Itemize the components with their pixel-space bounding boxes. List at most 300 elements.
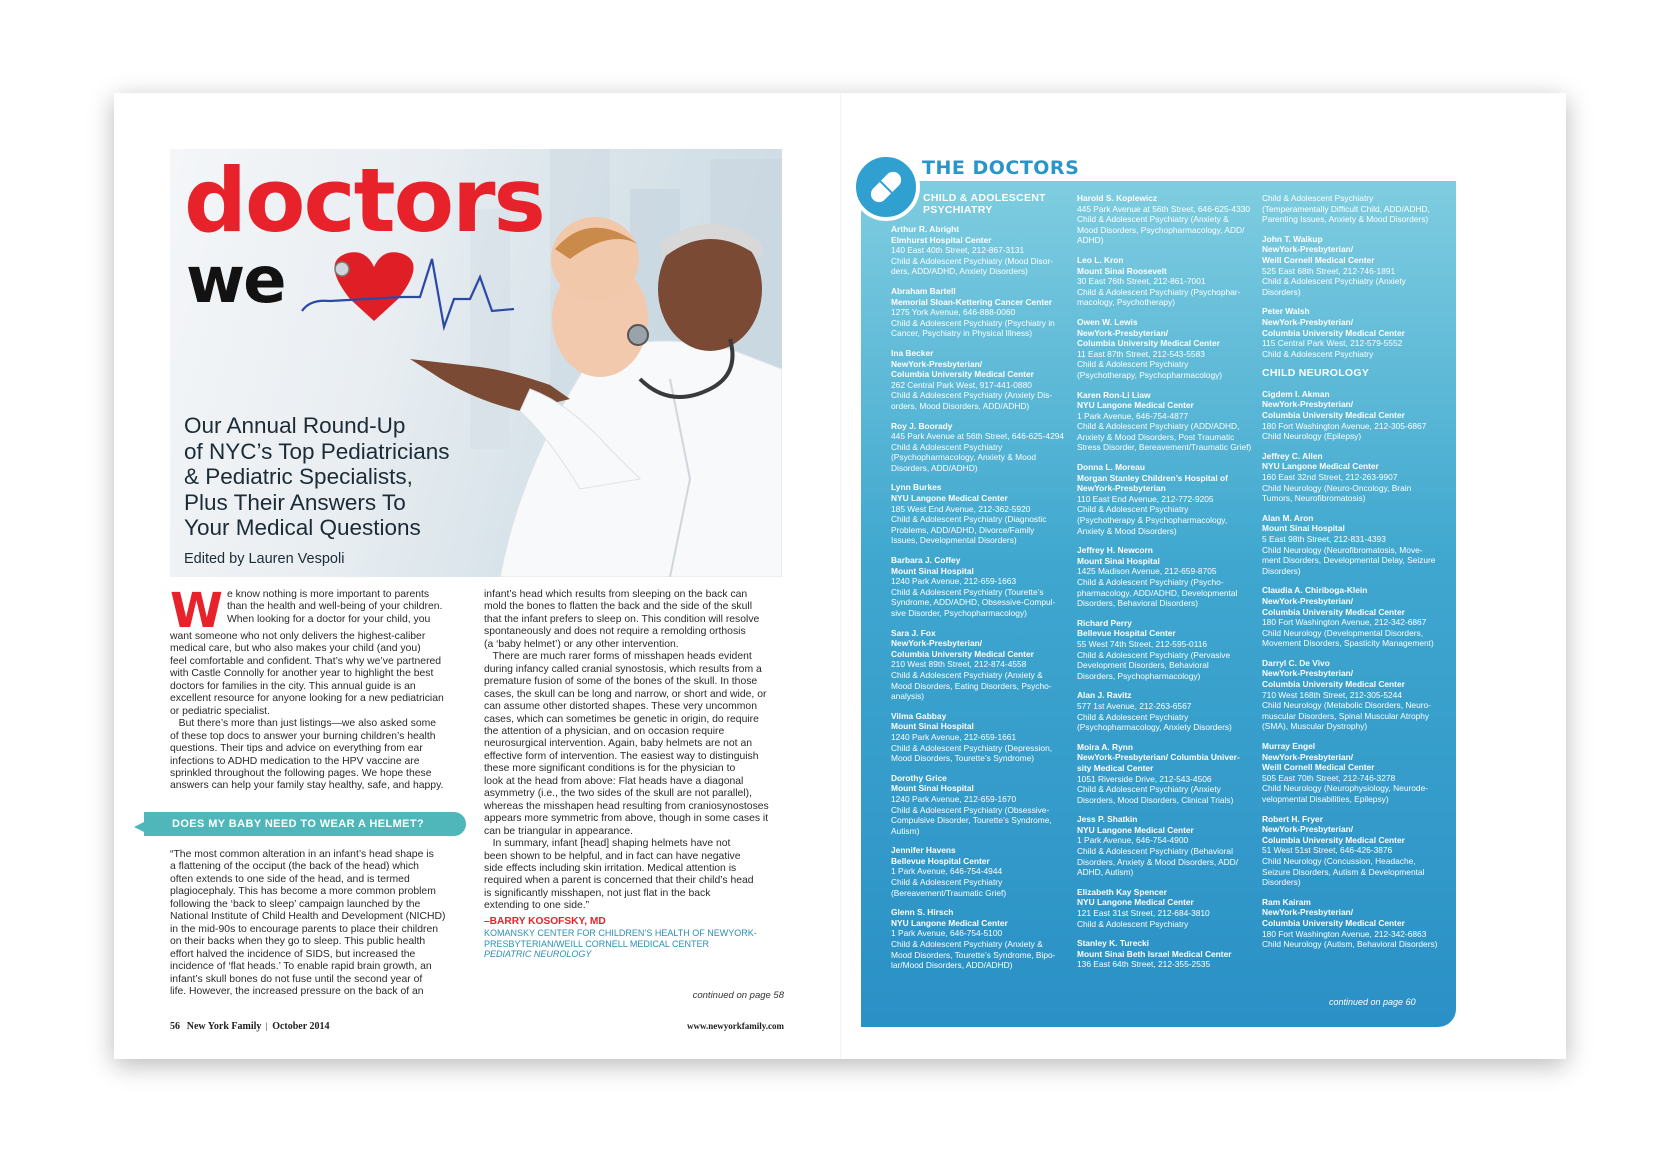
hero-subtitle	[184, 413, 494, 541]
doctor-entry	[1262, 513, 1462, 577]
doctor-detail: lar/Mood Disorders, ADD/ADHD)	[891, 960, 1013, 971]
doctor-detail: 51 West 51st Street, 646-426-3876	[1262, 845, 1393, 856]
intro-line: When looking for a doctor for your child, you	[226, 613, 431, 625]
doctor-hospital: NYU Langone Medical Center	[1077, 400, 1194, 411]
doctor-entry	[1262, 658, 1462, 732]
doctor-name: Jeffrey C. Allen	[1262, 450, 1323, 461]
doctor-detail: Child Neurology (Epilepsy)	[1262, 431, 1362, 442]
doctor-detail: Disorders)	[1262, 286, 1301, 297]
doctor-name: Vilma Gabbay	[891, 710, 947, 721]
intro-line: than the health and well-being of your children.	[226, 601, 443, 613]
answer-line: that the infant prefers to sleep on. This condition will resolve	[484, 613, 760, 625]
intro-line: excellent resource for anyone looking for a new pediatrician	[170, 693, 444, 705]
intro-line: of these top docs to answer your burning children’s health	[170, 730, 436, 742]
doctor-detail: Issues, Developmental Disorders)	[891, 535, 1017, 546]
doctor-entry	[1077, 462, 1267, 536]
doctor-detail: Anxiety & Mood Disorders)	[1077, 525, 1177, 536]
doctor-detail: Child & Adolescent Psychiatry (Anxiety &	[891, 939, 1043, 950]
doctor-detail: 210 West 89th Street, 212-874-4558	[891, 659, 1027, 670]
doctor-entry	[891, 421, 1081, 474]
answer-line: plagiocephaly. This has become a more common problem	[170, 886, 436, 898]
doctor-name: Glenn S. Hirsch	[891, 907, 954, 918]
doctor-hospital: Memorial Sloan-Kettering Cancer Center	[891, 296, 1053, 307]
doctor-detail: Child & Adolescent Psychiatry (Diagnostic	[891, 514, 1047, 525]
doctor-detail: Child & Adolescent Psychiatry (ADD/ADHD,	[1077, 421, 1240, 432]
answer-line: following the ‘back to sleep’ campaign launched by the	[170, 898, 421, 910]
doctor-detail: Child & Adolescent Psychiatry	[891, 441, 1003, 452]
doctor-detail: 1275 York Avenue, 646-888-0060	[891, 307, 1016, 318]
doctor-name: Barbara J. Coffey	[891, 555, 961, 566]
doctor-entry	[1262, 234, 1462, 298]
intro-line: medical care, but who also makes your child (and you)	[170, 643, 421, 655]
doctor-name: Darryl C. De Vivo	[1262, 657, 1330, 668]
intro-line: But there’s more than just listings—we also asked some	[170, 718, 437, 730]
doctor-name: Claudia A. Chiriboga-Klein	[1262, 585, 1368, 596]
doctor-detail: 1051 Riverside Drive, 212-543-4506	[1077, 773, 1212, 784]
doctor-name: Lynn Burkes	[891, 482, 942, 493]
magazine-spread	[114, 93, 1566, 1059]
doctor-detail: pharmacology, ADD/ADHD, Developmental	[1077, 587, 1238, 598]
doctor-detail: (Psychotherapy, Psychopharmacology)	[1077, 369, 1223, 380]
doctor-detail: 525 East 68th Street, 212-746-1891	[1262, 265, 1396, 276]
doctor-name: Stanley K. Turecki	[1077, 938, 1149, 949]
continued-note: continued on page 60	[1329, 997, 1416, 1007]
doctor-detail: 1240 Park Avenue, 212-659-1661	[891, 731, 1017, 742]
folio-separator: |	[265, 1021, 268, 1031]
doctor-detail: sive Disorder, Psychopharmacology)	[891, 608, 1027, 618]
doctor-detail: 262 Central Park West, 917-441-0880	[891, 379, 1032, 390]
directory-panel	[861, 181, 1456, 1027]
doctor-entry	[1077, 690, 1267, 732]
doctor-detail: velopmental Disabilities, Epilepsy)	[1262, 794, 1389, 804]
subtitle-line: Plus Their Answers To	[184, 489, 406, 515]
intro-text	[170, 583, 462, 793]
doctor-entry	[891, 224, 1081, 277]
doctor-detail: Child & Adolescent Psychiatry	[891, 877, 1003, 888]
doctor-name: Abraham Bartell	[891, 285, 956, 296]
doctor-detail: 115 Central Park West, 212-579-5552	[1262, 338, 1403, 349]
answer-line: been shown to be helpful, and in fact can have negative	[484, 850, 741, 862]
doctor-entry	[1077, 255, 1267, 308]
doctor-hospital: NYU Langone Medical Center	[1262, 461, 1379, 472]
doctor-detail: Stress Disorder, Bereavement/Traumatic Grief)	[1077, 442, 1252, 453]
doctor-name: Donna L. Moreau	[1077, 462, 1145, 473]
doctor-name: Robert H. Fryer	[1262, 813, 1323, 824]
doctor-detail: Child Neurology (Developmental Disorders,	[1262, 627, 1424, 638]
answer-line: asymmetry (i.e., the two sides of the skull are not parallel),	[484, 788, 752, 800]
doctor-detail: 577 1st Avenue, 212-263-6567	[1077, 700, 1192, 711]
doctor-detail: Mood Disorders, Tourette’s Syndrome)	[891, 753, 1035, 764]
doctor-detail: Child Neurology (Neuro-Oncology, Brain	[1262, 482, 1412, 493]
doctor-hospital: Mount Sinai Roosevelt	[1077, 265, 1167, 276]
doctor-detail: Seizure Disorders, Autism & Developmental	[1262, 866, 1425, 877]
headline-we: we	[186, 244, 285, 318]
doctor-entry	[1077, 887, 1267, 929]
website-url: www.newyorkfamily.com	[687, 1021, 784, 1031]
answer-line: “The most common alteration in an infant’s head shape is	[170, 849, 434, 860]
answer-line: can be triangular in appearance.	[484, 825, 634, 837]
doctor-name: Jess P. Shatkin	[1077, 814, 1138, 825]
doctor-entry	[1077, 545, 1267, 609]
doctor-entry	[1262, 451, 1462, 504]
doctor-entry	[1077, 814, 1267, 878]
doctor-hospital: NYU Langone Medical Center	[1077, 824, 1194, 835]
doctor-detail: Child & Adolescent Psychiatry (Behavioral	[1077, 846, 1233, 857]
doctor-hospital: NewYork-Presbyterian/ Columbia University Medical Center	[1262, 668, 1405, 690]
doctor-detail: Disorders, ADD/ADHD)	[891, 462, 978, 473]
doctor-name: Ram Kairam	[1262, 896, 1311, 907]
doctor-name: Elizabeth Kay Spencer	[1077, 886, 1167, 897]
answer-line: infant’s skull bones do not fuse until the second year of	[170, 973, 423, 985]
answer-line: these more significant conditions is for the physician to	[484, 763, 736, 775]
intro-line: with Castle Connolly for another year to highlight the best	[170, 668, 434, 680]
doctor-detail: ADHD, Autism)	[1077, 867, 1134, 878]
doctor-detail: 140 East 40th Street, 212-867-3131	[891, 245, 1025, 256]
doctor-name: Richard Perry	[1077, 617, 1132, 628]
doctor-detail: Child Neurology (Neurophysiology, Neurode-	[1262, 783, 1429, 794]
drop-cap: W	[170, 583, 223, 639]
answer-line: There are much rarer forms of misshapen heads evident	[484, 651, 752, 663]
doctor-name: Karen Ron-Li Liaw	[1077, 389, 1151, 400]
doctor-detail: Disorders, Anxiety & Mood Disorders, ADD/	[1077, 856, 1239, 867]
answer-line: spontaneously and does not require a remolding orthosis	[484, 626, 746, 638]
directory-column-1	[891, 193, 1081, 980]
doctor-hospital: NewYork-Presbyterian/ Columbia University Medical Center	[1077, 327, 1220, 349]
doctor-detail: Child & Adolescent Psychiatry (Mood Disor-	[891, 255, 1053, 266]
doctor-detail: Child Neurology (Neurofibromatosis, Move-	[1262, 544, 1423, 555]
doctor-entry	[891, 482, 1081, 546]
doctor-detail: (SMA), Muscular Dystrophy)	[1262, 721, 1368, 732]
doctor-entry	[891, 773, 1081, 837]
doctor-hospital: NewYork-Presbyterian/ Columbia University Medical Center	[891, 638, 1034, 659]
doctor-name: Roy J. Boorady	[891, 420, 953, 431]
doctor-detail: 1425 Madison Avenue, 212-659-8705	[1077, 566, 1217, 577]
doctor-hospital: NewYork-Presbyterian/ Columbia Univer- sity Medical Center	[1077, 752, 1240, 773]
doctor-detail: 1240 Park Avenue, 212-659-1670	[891, 793, 1017, 804]
doctor-detail: Compulsive Disorder, Tourette’s Syndrome,	[891, 815, 1052, 826]
doctor-name: Owen W. Lewis	[1077, 316, 1138, 327]
affiliation-line: PEDIATRIC NEUROLOGY	[484, 949, 592, 960]
doctor-detail: analysis)	[891, 691, 925, 702]
intro-line: infections to ADHD medication to the HPV vaccine are	[170, 755, 420, 767]
doctor-detail: Child & Adolescent Psychiatry (Anxiety &	[891, 669, 1043, 680]
doctor-entry	[891, 286, 1081, 339]
doctor-detail: 180 Fort Washington Avenue, 212-305-6867	[1262, 420, 1427, 431]
answer-line: incidence of ‘flat heads.’ To enable rapid brain growth, an	[170, 961, 432, 973]
doctor-hospital: NewYork-Presbyterian/ Weill Cornell Medical Center	[1262, 244, 1375, 265]
answer-line: extending to one side.”	[484, 900, 590, 912]
col1-entries	[891, 224, 1081, 971]
answer-line: effective form of intervention. The easiest way to distinguish	[484, 750, 759, 762]
doctor-hospital: NewYork-Presbyterian/ Columbia University Medical Center	[1262, 824, 1405, 845]
doctor-detail: Mood Disorders, Psychopharmacology, ADD/	[1077, 224, 1245, 235]
directory-column-2	[1077, 193, 1267, 979]
answer-line: the attention of a physician, and on occasion require	[484, 725, 725, 737]
doctor-hospital: NewYork-Presbyterian/ Columbia University Medical Center	[1262, 595, 1405, 617]
doctor-entry	[1077, 390, 1267, 454]
doctor-entry	[1077, 193, 1267, 246]
doctor-detail: Disorders)	[1262, 565, 1301, 576]
doctor-name: John T. Walkup	[1262, 233, 1323, 244]
doctor-detail: Child & Adolescent Psychiatry (Anxiety	[1262, 276, 1406, 287]
answer-line: cases, the skull can be long and narrow, or short and wide, or	[484, 688, 767, 700]
answer-line: look at the head from above: Flat heads have a diagonal	[484, 775, 744, 787]
doctor-hospital: NewYork-Presbyterian/ Columbia University Medical Center	[891, 358, 1034, 380]
doctor-entry	[1262, 585, 1462, 649]
headline-doctors: doctors	[184, 149, 544, 252]
doctor-detail: 710 West 168th Street, 212-305-5244	[1262, 689, 1402, 700]
doctor-detail: 505 East 70th Street, 212-746-3278	[1262, 772, 1396, 783]
doctor-detail: 180 Fort Washington Avenue, 212-342-6863	[1262, 928, 1427, 939]
doctor-hospital: NYU Langone Medical Center	[891, 493, 1008, 504]
doctor-hospital: NewYork-Presbyterian/ Weill Cornell Medical Center	[1262, 751, 1375, 773]
doctor-detail: Child & Adolescent Psychiatry	[1262, 193, 1374, 203]
answer-line: can assume other distorted shapes. These very uncommon	[484, 701, 757, 713]
doctor-detail: Child Neurology (Concussion, Headache,	[1262, 855, 1416, 866]
doctor-entry	[891, 348, 1081, 412]
doctor-name: Cigdem I. Akman	[1262, 388, 1330, 399]
answer-line: cases, which can sometimes be genetic in origin, do require	[484, 713, 759, 725]
doctor-name: Moira A. Rynn	[1077, 741, 1133, 752]
issue-date: October 2014	[272, 1021, 330, 1032]
subtitle-line: & Pediatric Specialists,	[184, 464, 413, 489]
intro-line: e know nothing is more important to parents	[226, 589, 430, 600]
doctor-hospital: Morgan Stanley Children’s Hospital of NewYork-Presbyterian	[1077, 472, 1228, 494]
doctor-name: Alan M. Aron	[1262, 512, 1314, 523]
answer-line: In summary, infant [head] shaping helmets have not	[484, 838, 731, 850]
doctor-hospital: NewYork-Presbyterian/ Columbia University Medical Center	[1262, 316, 1405, 338]
doctor-detail: Disorders, Mood Disorders, Clinical Trials)	[1077, 794, 1234, 805]
doctor-detail: Child & Adolescent Psychiatry (Psychophar-	[1077, 286, 1241, 297]
doctor-detail: 121 East 31st Street, 212-684-3810	[1077, 908, 1210, 919]
doctor-name: Jennifer Havens	[891, 845, 956, 856]
col3-bottom-entries	[1262, 389, 1462, 950]
doctor-detail: Mood Disorders, Eating Disorders, Psycho-	[891, 680, 1052, 691]
section-heading: CHILD NEUROLOGY	[1262, 367, 1370, 380]
answer-signature: –BARRY KOSOFSKY, MD	[484, 915, 606, 927]
doctor-detail: 1 Park Avenue, 646-754-4877	[1077, 410, 1189, 421]
answer-line: neurosurgical intervention. Again, baby helmets are not an	[484, 738, 753, 750]
doctor-detail: orders, Mood Disorders, ADD/ADHD)	[891, 400, 1030, 411]
answer-line: whereas the misshapen head resulting from craniosynostoses	[484, 800, 769, 812]
answer-line: appears more symmetric from above, though in some cases it	[484, 813, 769, 825]
doctor-name: Arthur R. Abright	[891, 224, 960, 234]
doctor-detail: (Temperamentally Difficult Child, ADD/ADHD,	[1262, 203, 1430, 214]
doctor-detail: muscular Disorders, Spinal Muscular Atrophy	[1262, 710, 1430, 721]
doctor-detail: 1 Park Avenue, 646-754-4944	[891, 866, 1003, 877]
hero-photo	[170, 149, 782, 577]
continued-note: continued on page 58	[692, 990, 784, 1001]
subtitle-line: Our Annual Round-Up	[184, 413, 406, 438]
doctor-detail: Child & Adolescent Psychiatry	[1077, 711, 1189, 722]
doctor-detail: Disorders, Psychopharmacology)	[1077, 670, 1201, 681]
answer-line: effort halved the incidence of SIDS, but increased the	[170, 948, 416, 960]
directory-column-3	[1262, 193, 1462, 959]
pill-badge	[852, 153, 920, 221]
doctor-detail: Syndrome, ADD/ADHD, Obsessive-Compul-	[891, 597, 1056, 608]
doctor-detail: Child & Adolescent Psychiatry	[1077, 359, 1189, 370]
doctor-detail: Child Neurology (Metabolic Disorders, Neuro-	[1262, 700, 1431, 711]
doctor-name: Dorothy Grice	[891, 772, 947, 783]
doctor-detail: (Psychopharmacology, Anxiety & Mood	[891, 452, 1037, 463]
intro-line: doctors for families in the city. This annual guide is an	[170, 680, 416, 692]
doctor-detail: Child & Adolescent Psychiatry (Tourette’s	[891, 586, 1044, 597]
doctor-detail: ment Disorders, Developmental Delay, Seizure	[1262, 555, 1436, 566]
doctor-hospital: Mount Sinai Beth Israel Medical Center	[1077, 948, 1232, 959]
intro-line: want someone who not only delivers the highest-caliber	[170, 631, 426, 642]
question-banner: DOES MY BABY NEED TO WEAR A HELMET?	[144, 812, 466, 836]
answer-line: premature fusion of some of the bones of the skull. In those	[484, 676, 758, 688]
doctor-detail: Child & Adolescent Psychiatry	[1077, 504, 1189, 515]
doctor-detail: Parenting Issues, Anxiety & Mood Disorders)	[1262, 214, 1429, 225]
col2-entries	[1077, 193, 1267, 970]
doctor-hospital: Bellevue Hospital Center	[1077, 628, 1176, 639]
answer-continued	[484, 589, 784, 960]
doctor-detail: 445 Park Avenue at 56th Street, 646-625-4294	[891, 431, 1065, 442]
doctor-detail: 160 East 32nd Street, 212-263-9907	[1262, 471, 1398, 482]
doctor-hospital: NewYork-Presbyterian/ Columbia University Medical Center	[1262, 907, 1405, 928]
answer-line: mold the bones to flatten the back and the side of the skull	[484, 601, 753, 613]
doctor-hospital: Elmhurst Hospital Center	[891, 234, 992, 245]
page-number: 56	[170, 1021, 180, 1032]
doctor-name: Leo L. Kron	[1077, 254, 1124, 265]
doctor-detail: macology, Psychotherapy)	[1077, 297, 1176, 308]
answer-line: side effects including skin irritation. Medical attention is	[484, 862, 737, 874]
doctor-name: Sara J. Fox	[891, 627, 936, 638]
editor-credit: Edited by Lauren Vespoli	[184, 551, 345, 567]
folio	[170, 1021, 330, 1032]
doctor-entry	[891, 628, 1081, 702]
doctor-name: Murray Engel	[1262, 741, 1316, 752]
doctor-hospital: NYU Langone Medical Center	[891, 917, 1008, 928]
answer-line: is significantly misshapen, not just flat in the back	[484, 887, 711, 899]
doctor-detail: (Psychotherapy & Psychopharmacology,	[1077, 515, 1228, 526]
answer-line: a flattening of the occiput (the back of the head) which	[170, 861, 419, 873]
doctor-entry	[1077, 618, 1267, 682]
doctor-detail: Cancer, Psychiatry in Physical Illness)	[891, 328, 1033, 339]
doctor-hospital: NewYork-Presbyterian/ Columbia University Medical Center	[1262, 399, 1405, 420]
doctor-detail: (Bereavement/Traumatic Grief)	[891, 887, 1007, 898]
doctor-detail: Child & Adolescent Psychiatry (Anxiety Dis-	[891, 390, 1053, 401]
intro-line: sprinkled throughout the following pages. We hope these	[170, 767, 432, 779]
answer-line: often extends to one side of the head, and is termed	[170, 873, 410, 885]
answer-line: during infancy called cranial synostosis, which results from a	[484, 663, 762, 675]
doctor-detail: ADHD)	[1077, 235, 1104, 246]
doctor-detail: 185 West End Avenue, 212-362-5920	[891, 503, 1031, 514]
doctor-detail: Child & Adolescent Psychiatry (Pervasive	[1077, 649, 1231, 660]
doctor-detail: 110 East End Avenue, 212-772-9205	[1077, 493, 1214, 504]
doctor-name: Alan J. Ravitz	[1077, 690, 1132, 701]
doctor-entry	[1262, 897, 1462, 950]
doctor-entry	[1262, 193, 1462, 225]
doctor-detail: Tumors, Neurofibromatosis)	[1262, 493, 1366, 504]
doctor-detail: Child & Adolescent Psychiatry (Psychiatry in	[891, 317, 1055, 328]
answer-line: National Institute of Child Health and Development (NICHD)	[170, 911, 446, 923]
doctor-entry	[1077, 938, 1267, 970]
doctor-entry	[1262, 389, 1462, 442]
doctor-detail: Child & Adolescent Psychiatry (Depression,	[891, 742, 1053, 753]
doctor-detail: 180 Fort Washington Avenue, 212-342-6867	[1262, 617, 1427, 628]
affiliation-line: KOMANSKY CENTER FOR CHILDREN’S HEALTH OF NEWYORK-	[484, 928, 757, 939]
left-page	[114, 93, 840, 1059]
right-page	[840, 93, 1566, 1059]
doctor-entry	[891, 845, 1081, 898]
affiliation-line: PRESBYTERIAN/WEILL CORNELL MEDICAL CENTER	[484, 938, 710, 949]
doctor-entry	[1077, 317, 1267, 381]
doctor-name: Ina Becker	[891, 347, 934, 358]
doctor-detail: Development Disorders, Behavioral	[1077, 660, 1209, 671]
doctor-detail: Movement Disorders, Spasticity Management)	[1262, 638, 1434, 649]
doctor-detail: 55 West 74th Street, 212-595-0116	[1077, 638, 1208, 649]
subtitle-line: Your Medical Questions	[184, 515, 421, 540]
doctor-detail: ders, ADD/ADHD, Anxiety Disorders)	[891, 266, 1028, 277]
intro-line: or pediatric specialist.	[170, 705, 270, 717]
doctor-detail: 30 East 76th Street, 212-861-7001	[1077, 276, 1206, 287]
directory-title: THE DOCTORS	[922, 157, 1080, 179]
magazine-name: New York Family	[186, 1021, 262, 1032]
doctor-name: Jeffrey H. Newcorn	[1077, 545, 1153, 556]
intro-line: feel comfortable and confident. That’s why we’ve partnered	[170, 655, 442, 667]
doctor-hospital: Mount Sinai Hospital	[1262, 523, 1345, 534]
doctor-entry	[1077, 742, 1267, 806]
doctor-detail: 11 East 87th Street, 212-543-5583	[1077, 348, 1205, 359]
doctor-hospital: Mount Sinai Hospital	[891, 565, 974, 576]
answer-line: on their backs when they go to sleep. This public health	[170, 936, 426, 948]
section-heading: CHILD & ADOLESCENT PSYCHIATRY	[923, 192, 1046, 216]
doctor-detail: Child Neurology (Autism, Behavioral Disorders)	[1262, 939, 1438, 950]
doctor-detail: 1 Park Avenue, 646-754-5100	[891, 928, 1003, 939]
doctor-entry	[1262, 814, 1462, 888]
answer-line: infant’s head which results from sleeping on the back can	[484, 589, 748, 600]
doctor-detail: Child & Adolescent Psychiatry (Psycho-	[1077, 577, 1224, 587]
doctor-detail: Child & Adolescent Psychiatry (Anxiety &	[1077, 214, 1229, 225]
doctor-detail: Problems, ADD/ADHD, Divorce/Family	[891, 524, 1035, 535]
doctor-detail: Autism)	[891, 825, 920, 836]
doctor-entry	[1262, 741, 1462, 805]
doctor-detail: Child & Adolescent Psychiatry	[1077, 918, 1189, 929]
doctor-detail: Child & Adolescent Psychiatry (Obsessive-	[891, 804, 1050, 815]
doctor-detail: 136 East 64th Street, 212-355-2535	[1077, 959, 1211, 970]
col3-top-entries	[1262, 193, 1462, 359]
doctor-hospital: Mount Sinai Hospital	[891, 783, 974, 794]
doctor-hospital: Mount Sinai Hospital	[891, 721, 974, 732]
intro-line: questions. Their tips and advice on everything from ear	[170, 743, 423, 755]
doctor-detail: 5 East 98th Street, 212-831-4393	[1262, 533, 1386, 544]
doctor-name: Harold S. Koplewicz	[1077, 193, 1158, 203]
doctor-name: Peter Walsh	[1262, 306, 1310, 317]
doctor-entry	[891, 907, 1081, 971]
answer-text	[170, 849, 462, 998]
answer-line: life. However, the increased pressure on the back of an	[170, 985, 424, 997]
subtitle-line: of NYC’s Top Pediatricians	[184, 438, 450, 464]
doctor-detail: 1240 Park Avenue, 212-659-1663	[891, 576, 1017, 587]
doctor-detail: Disorders)	[1262, 877, 1301, 888]
doctor-detail: 1 Park Avenue, 646-754-4900	[1077, 835, 1189, 846]
answer-line: required when a parent is concerned that their child’s head	[484, 875, 754, 887]
doctor-entry	[1262, 306, 1462, 359]
doctor-hospital: Bellevue Hospital Center	[891, 855, 990, 866]
doctor-detail: Child & Adolescent Psychiatry (Anxiety	[1077, 784, 1221, 795]
doctor-entry	[891, 555, 1081, 619]
answer-line: (a ‘baby helmet’) or any other intervention.	[484, 638, 679, 650]
pill-icon	[856, 157, 916, 217]
answer-line: in the mid-90s to encourage parents to place their children	[170, 923, 439, 935]
doctor-hospital: Mount Sinai Hospital	[1077, 555, 1160, 566]
doctor-detail: Disorders, Behavioral Disorders)	[1077, 598, 1199, 609]
doctor-detail: Child & Adolescent Psychiatry	[1262, 348, 1374, 359]
doctor-detail: Anxiety & Mood Disorders, Post Traumatic	[1077, 431, 1235, 442]
doctor-entry	[891, 711, 1081, 764]
